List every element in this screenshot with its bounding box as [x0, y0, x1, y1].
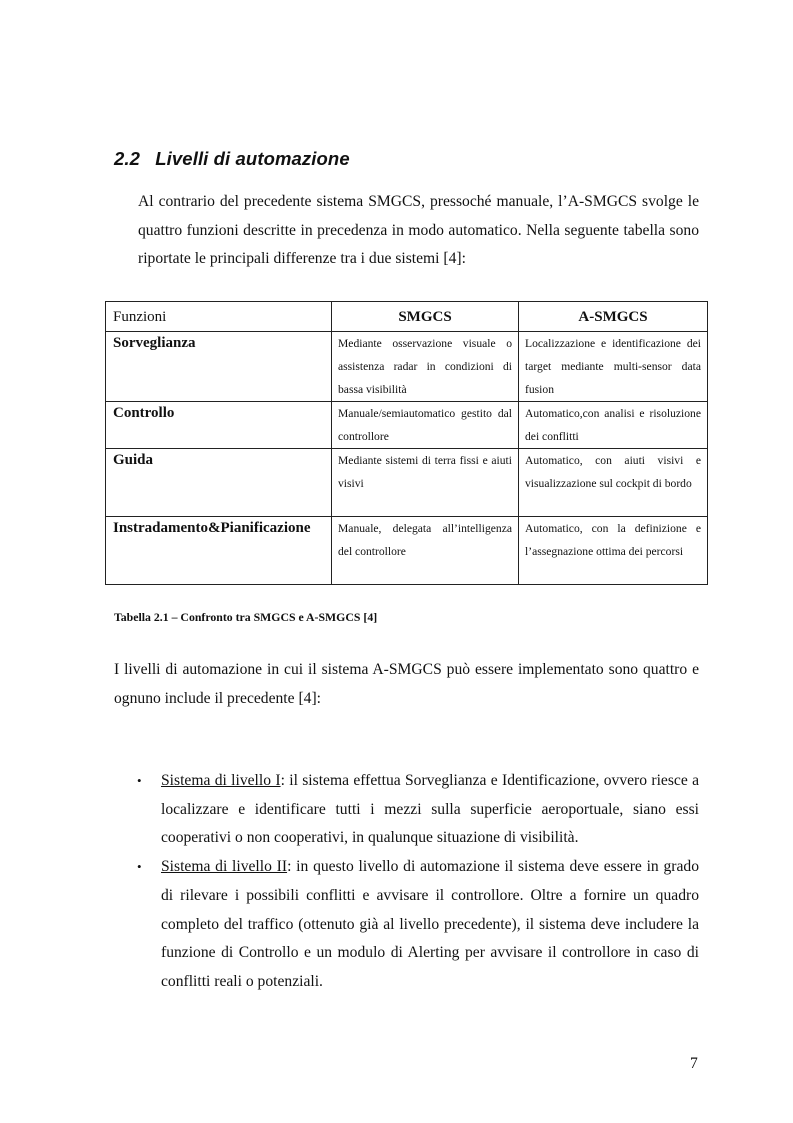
level-term: Sistema di livello II [161, 858, 288, 876]
list-item [128, 767, 699, 853]
level-term: Sistema di livello I [161, 772, 281, 789]
header-asmgcs: A-SMGCS [519, 302, 708, 332]
row-smgcs: Mediante sistemi di terra fissi e aiuti visivi [332, 449, 519, 517]
table-caption: Tabella 2.1 – Confronto tra SMGCS e A-SMGCS [4] [114, 610, 378, 624]
table-row [106, 517, 708, 585]
section-number: 2.2 [114, 148, 141, 169]
intro-paragraph: Al contrario del precedente sistema SMGCS, pressoché manuale, l’A-SMGCS svolge le quattro funzioni descritte in precedenza in modo automatico. Nella seguente tabella sono riportate le principali differenze tra i due sistemi [4]: [138, 193, 699, 268]
bullet-icon: • [137, 773, 142, 788]
header-functions: Funzioni [106, 302, 332, 332]
section-heading [114, 148, 350, 170]
row-function: Sorveglianza [106, 332, 332, 402]
table-row [106, 402, 708, 449]
row-asmgcs: Automatico,con analisi e risoluzione dei conflitti [519, 402, 708, 449]
comparison-table [105, 301, 708, 585]
list-item [128, 853, 699, 997]
table-row [106, 332, 708, 402]
row-asmgcs: Localizzazione e identificazione dei target mediante multi-sensor data fusion [519, 332, 708, 402]
row-function: Guida [106, 449, 332, 517]
row-smgcs: Manuale/semiautomatico gestito dal controllore [332, 402, 519, 449]
row-asmgcs: Automatico, con la definizione e l’assegnazione ottima dei percorsi [519, 517, 708, 585]
page-number: 7 [690, 1055, 698, 1072]
level-description: : in questo livello di automazione il sistema deve essere in grado di rilevare i possibili conflitti e avvisare il controllore. Oltre a fornire un quadro completo del traffico (ottenuto già al livello precedente), il sistema deve includere la funzione di Controllo e un modulo di Alerting per avvisare il controllore in caso di conflitti reali o potenziali. [161, 858, 699, 990]
row-asmgcs: Automatico, con aiuti visivi e visualizzazione sul cockpit di bordo [519, 449, 708, 517]
row-smgcs: Manuale, delegata all’intelligenza del controllore [332, 517, 519, 585]
levels-list [128, 767, 699, 997]
bullet-icon: • [137, 859, 142, 875]
row-function: Instradamento&Pianificazione [106, 517, 332, 585]
section-title: Livelli di automazione [155, 148, 350, 169]
table-row [106, 449, 708, 517]
level-description: : il sistema effettua Sorveglianza e Identificazione, ovvero riesce a localizzare e identificare tutti i mezzi sulla superficie aeroportuale, siano essi cooperativi o non cooperativi, in qualunque situazione di visibilità. [161, 772, 699, 847]
table-header-row [106, 302, 708, 332]
row-function: Controllo [106, 402, 332, 449]
levels-intro-paragraph: I livelli di automazione in cui il sistema A-SMGCS può essere implementato sono quattro e ognuno include il precedente [4]: [114, 661, 699, 707]
header-smgcs: SMGCS [332, 302, 519, 332]
row-smgcs: Mediante osservazione visuale o assistenza radar in condizioni di bassa visibilità [332, 332, 519, 402]
